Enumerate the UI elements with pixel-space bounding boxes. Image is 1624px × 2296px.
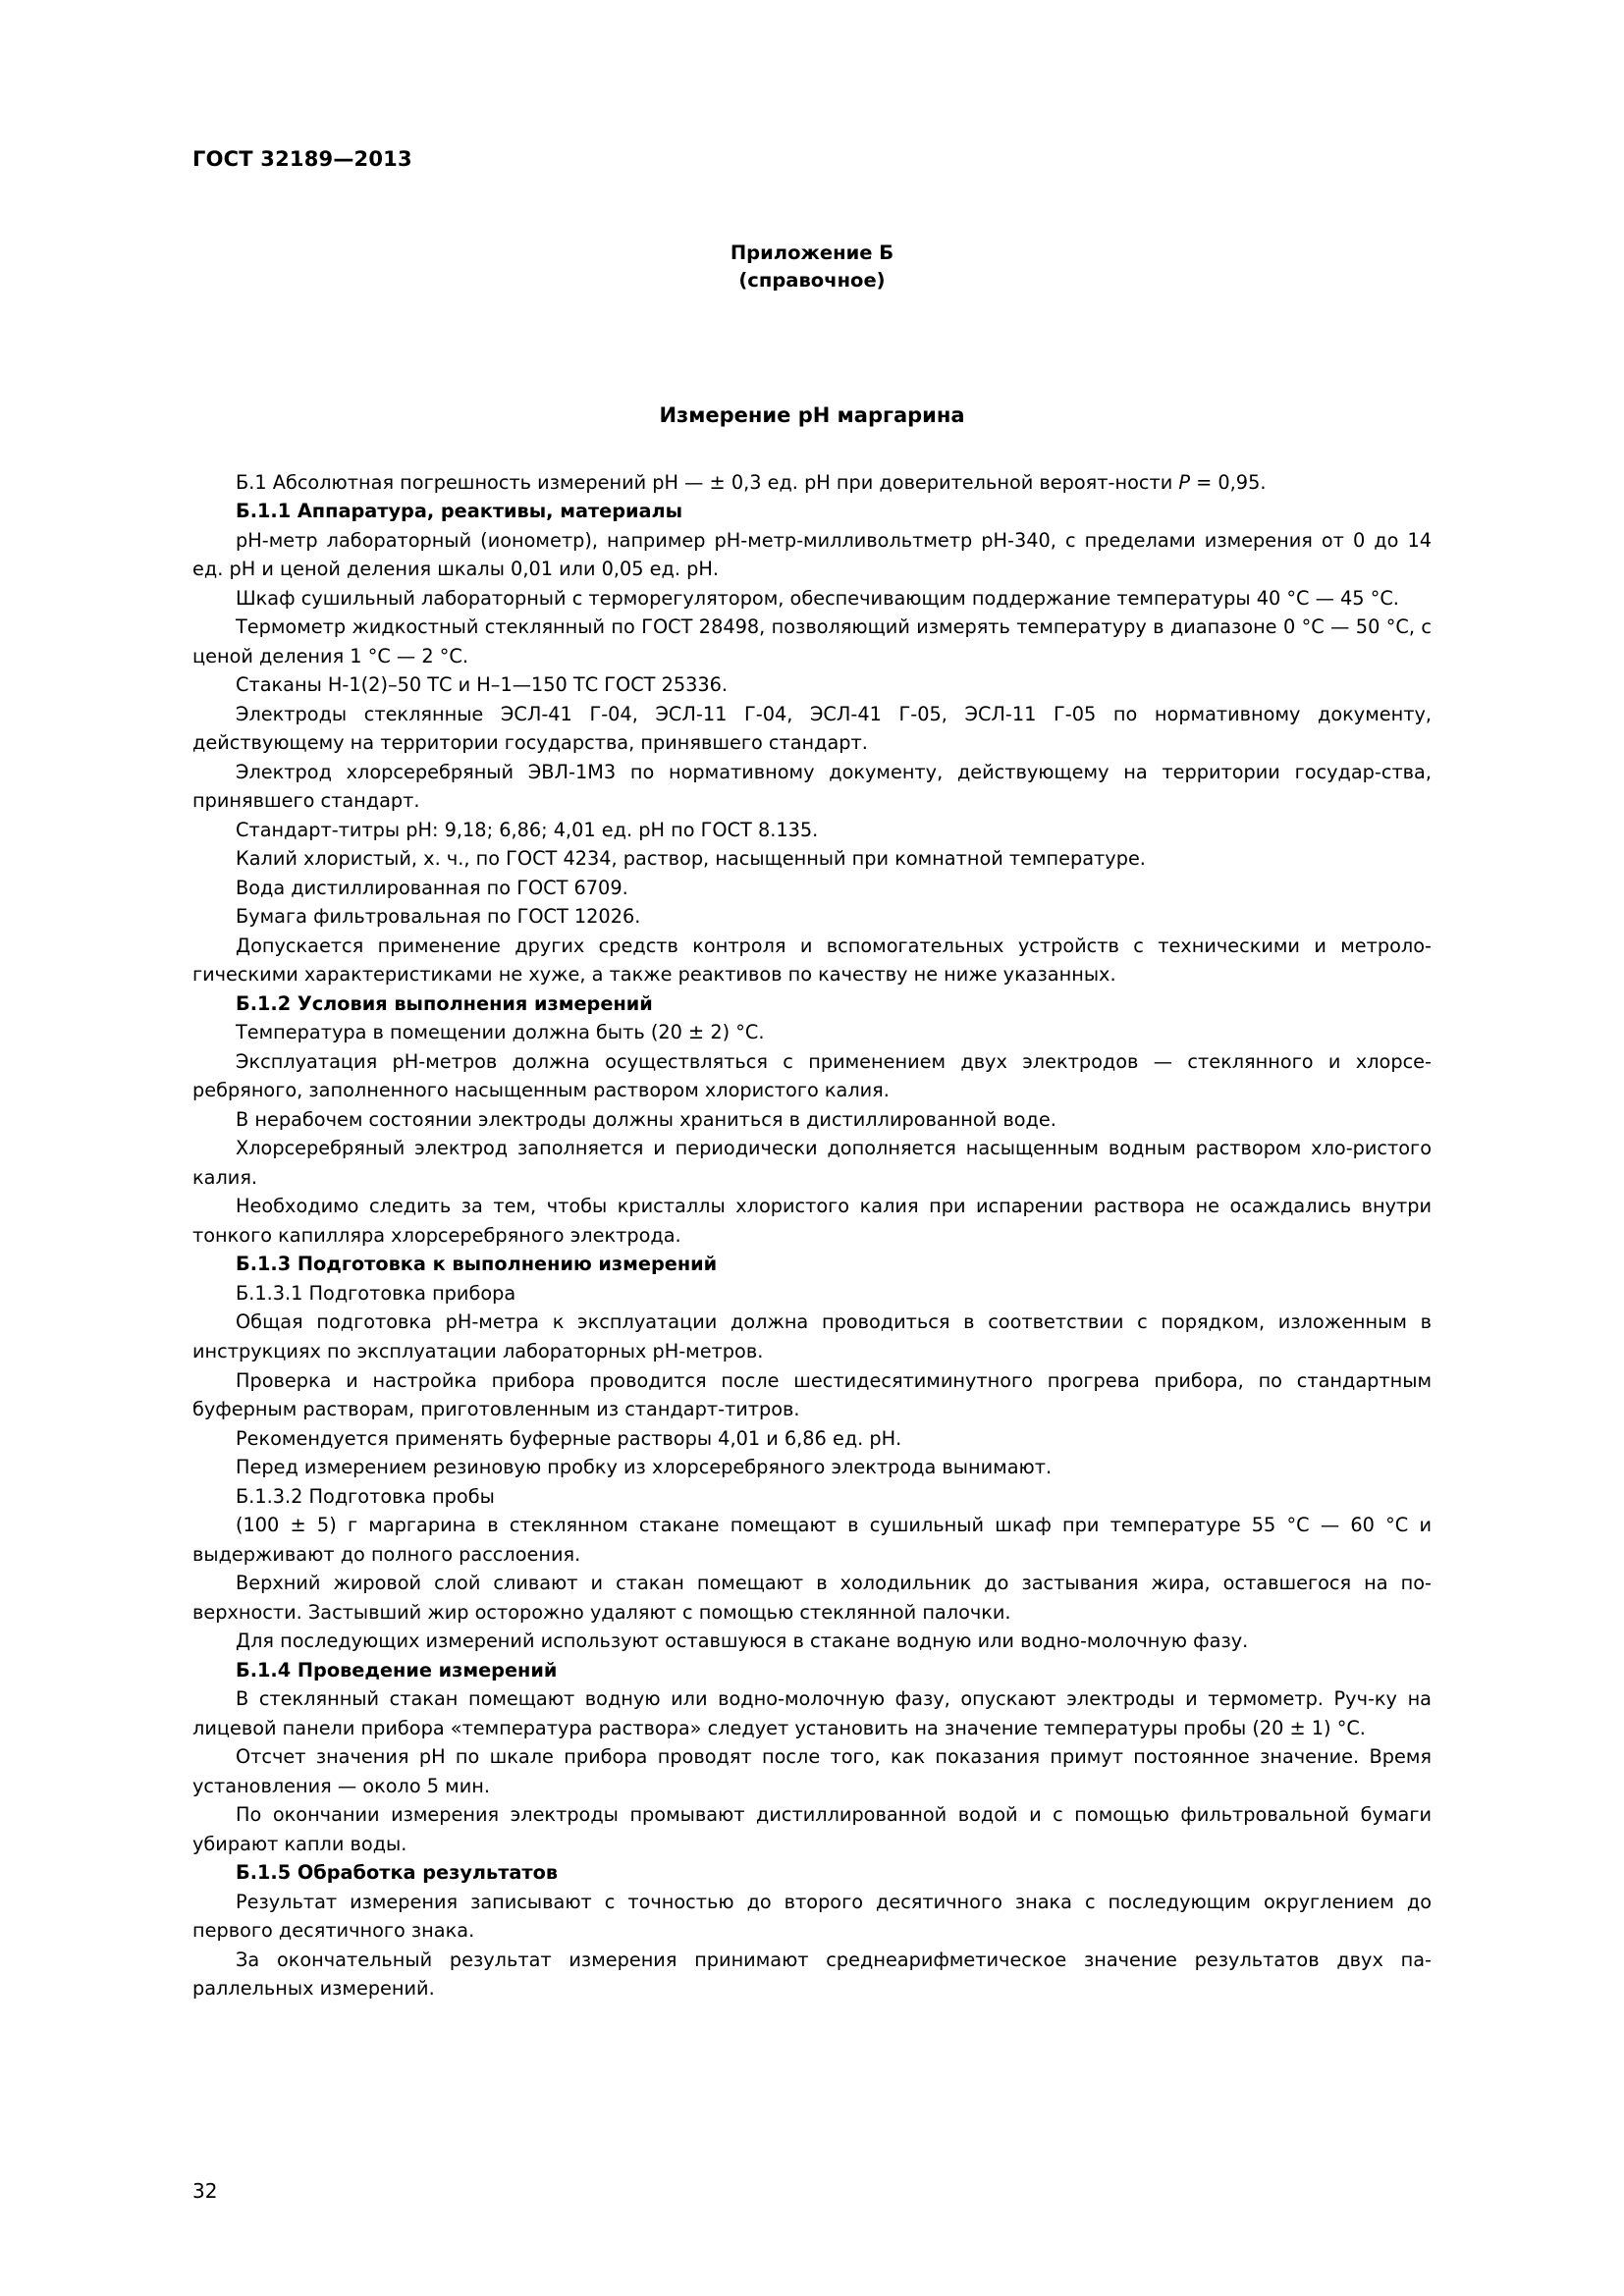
body-paragraph: Верхний жировой слой сливают и стакан помещают в холодильник до застывания жира, оставшегося на по-верхности. Застывший жир осторожно удаляют с помощью стеклянной палочки. <box>192 1572 1432 1624</box>
body-paragraph: Б.1 Абсолютная погрешность измерений рН — ± 0,3 ед. рН при доверительной вероят-ности P = 0,95. <box>236 470 1267 494</box>
body-paragraph: Отсчет значения рН по шкале прибора проводят после того, как показания примут постоянное значение. Время установления — около 5 мин. <box>192 1745 1432 1797</box>
body-paragraph: Стандарт-титры рН: 9,18; 6,86; 4,01 ед. рН по ГОСТ 8.135. <box>236 818 819 841</box>
body-paragraph: Стаканы Н-1(2)–50 ТС и Н–1—150 ТС ГОСТ 25336. <box>236 673 729 697</box>
body-paragraph: Допускается применение других средств контроля и вспомогательных устройств с техническими и метроло-гическими характеристиками не хуже, а также реактивов по качеству не ниже указанных. <box>192 934 1432 987</box>
body-paragraph: Электрод хлорсеребряный ЭВЛ-1М3 по нормативному документу, действующему на территории государ-ства, принявшего стандарт. <box>192 760 1432 813</box>
appendix-type: (справочное) <box>738 269 886 293</box>
body-paragraph: (100 ± 5) г маргарина в стеклянном стакане помещают в сушильный шкаф при температуре 55 °C — 60 °C и выдерживают до полного расслоения. <box>192 1514 1432 1566</box>
body-paragraph: Калий хлористый, х. ч., по ГОСТ 4234, раствор, насыщенный при комнатной температуре. <box>236 847 1146 871</box>
body-paragraph: Эксплуатация рН-метров должна осуществляться с применением двух электродов — стеклянного и хлорсе-ребряного, заполненного насыщенным раствором хлористого калия. <box>192 1049 1432 1102</box>
subsection-heading: Б.1.3 Подготовка к выполнению измерений <box>236 1253 718 1276</box>
page-title: Измерение рН маргарина <box>659 402 965 427</box>
body-paragraph: Шкаф сушильный лабораторный с терморегулятором, обеспечивающим поддержание температуры 40 °C — 45 °C. <box>236 586 1399 610</box>
body-paragraph: В нерабочем состоянии электроды должны храниться в дистиллированной воде. <box>236 1107 1056 1131</box>
body-paragraph: Перед измерением резиновую пробку из хлорсеребряного электрода вынимают. <box>236 1456 1053 1479</box>
body-paragraph: Результат измерения записывают с точностью до второго десятичного знака с последующим округлением до первого десятичного знака. <box>192 1890 1432 1943</box>
body-paragraph: Бумага фильтровальная по ГОСТ 12026. <box>236 905 641 929</box>
body-paragraph: Вода дистиллированная по ГОСТ 6709. <box>236 876 628 899</box>
body-paragraph: В стеклянный стакан помещают водную или водно-молочную фазу, опускают электроды и термометр. Руч-ку на лицевой панели прибора «температура раствора» следует установить на значение температуры пробы (20 ± 1) °C. <box>192 1687 1432 1739</box>
appendix-label: Приложение Б <box>730 241 894 264</box>
body-paragraph: По окончании измерения электроды промывают дистиллированной водой и с помощью фильтровальной бумаги убирают капли воды. <box>192 1803 1432 1855</box>
body-paragraph: Общая подготовка рН-метра к эксплуатации должна проводиться в соответствии с порядком, изложенным в инструкциях по эксплуатации лабораторных рН-метров. <box>192 1310 1432 1362</box>
body-paragraph: Хлорсеребряный электрод заполняется и периодически дополняется насыщенным водным раствором хло-ристого калия. <box>192 1137 1432 1189</box>
body-paragraph: Необходимо следить за тем, чтобы кристаллы хлористого калия при испарении раствора не осаждались внутри тонкого капилляра хлорсеребряного электрода. <box>192 1195 1432 1247</box>
body-paragraph: Проверка и настройка прибора проводится после шестидесятиминутного прогрева прибора, по стандартным буферным растворам, приготовленным из стандарт-титров. <box>192 1368 1432 1421</box>
body-paragraph: Б.1.3.1 Подготовка прибора <box>236 1281 516 1305</box>
body-text <box>192 468 1432 2003</box>
body-paragraph: рН-метр лабораторный (ионометр), например рН-метр-милливольтметр рН-340, с пределами измерения от 0 до 14 ед. рН и ценой деления шкалы 0,01 или 0,05 ед. рН. <box>192 528 1432 581</box>
standard-number-header: ГОСТ 32189—2013 <box>192 147 412 171</box>
page-number: 32 <box>192 2179 218 2203</box>
subsection-heading: Б.1.4 Проведение измерений <box>236 1658 558 1682</box>
body-paragraph: Б.1.3.2 Подготовка пробы <box>236 1484 495 1508</box>
body-paragraph: Для последующих измерений используют оставшуюся в стакане водную или водно-молочную фазу. <box>236 1629 1249 1653</box>
body-paragraph: За окончательный результат измерения принимают среднеарифметическое значение результатов двух па-раллельных измерений. <box>192 1948 1432 2001</box>
appendix-heading <box>192 240 1432 295</box>
body-paragraph: Термометр жидкостный стеклянный по ГОСТ 28498, позволяющий измерять температуру в диапазоне 0 °C — 50 °C, с ценой деления 1 °C — 2 °C. <box>192 615 1432 667</box>
body-paragraph: Электроды стеклянные ЭСЛ-41 Г-04, ЭСЛ-11 Г-04, ЭСЛ-41 Г-05, ЭСЛ-11 Г-05 по нормативному документу, действующему на территории государства, принявшего стандарт. <box>192 702 1432 755</box>
subsection-heading: Б.1.1 Аппаратура, реактивы, материалы <box>236 500 683 523</box>
body-paragraph: Рекомендуется применять буферные растворы 4,01 и 6,86 ед. рН. <box>236 1426 902 1450</box>
subsection-heading: Б.1.5 Обработка результатов <box>236 1861 559 1885</box>
subsection-heading: Б.1.2 Условия выполнения измерений <box>236 991 653 1015</box>
body-paragraph: Температура в помещении должна быть (20 ± 2) °C. <box>236 1021 765 1044</box>
